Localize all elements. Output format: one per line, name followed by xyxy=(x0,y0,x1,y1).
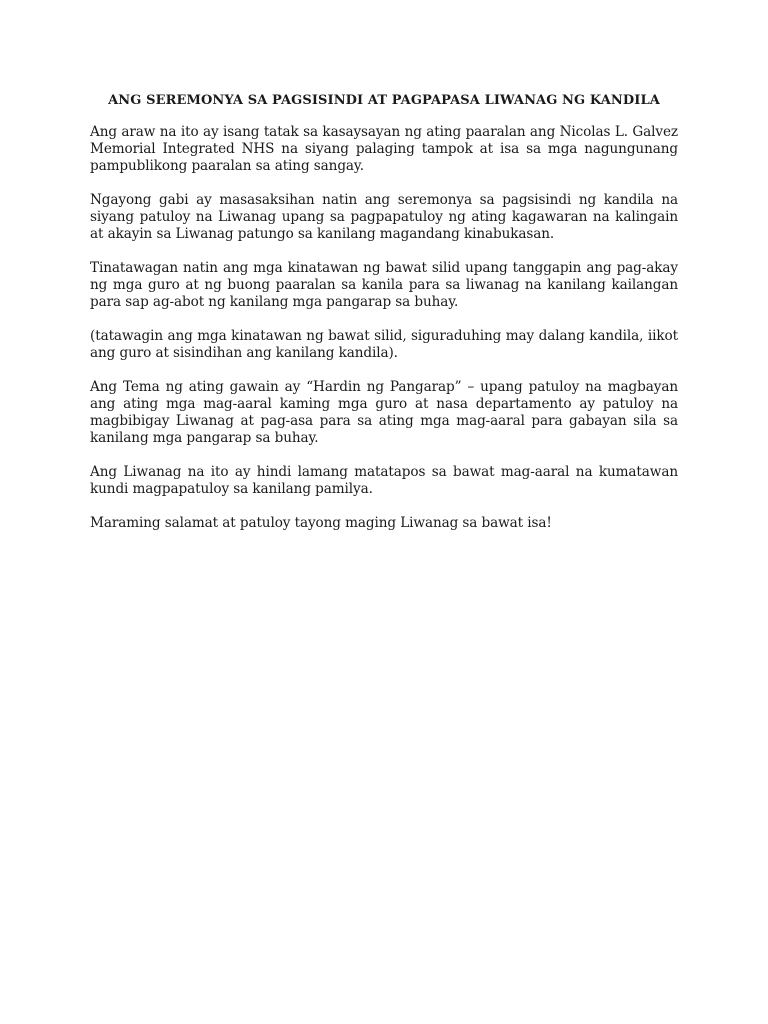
paragraph-intro: Ang araw na ito ay isang tatak sa kasaysayan ng ating paaralan ang Nicolas L. Galvez Memorial Integrated NHS na siyang palaging tampok at isa sa mga nagungunang pampublikong paaralan sa ating sangay. xyxy=(90,124,678,174)
document-title: ANG SEREMONYA SA PAGSISINDI AT PAGPAPASA LIWANAG NG KANDILA xyxy=(108,93,660,108)
document-page xyxy=(90,92,678,549)
paragraph-instruction-note: (tatawagin ang mga kinatawan ng bawat silid, siguraduhing may dalang kandila, iikot ang guro at sisindihan ang kanilang kandila). xyxy=(90,328,678,361)
paragraph-call-representatives: Tinatawagan natin ang mga kinatawan ng bawat silid upang tanggapin ang pag-akay ng mga guro at ng buong paaralan sa kanila para sa liwanag na kanilang kailangan para sap ag-abot ng kanilang mga pangarap sa buhay. xyxy=(90,260,678,310)
paragraph-continuation: Ang Liwanag na ito ay hindi lamang matatapos sa bawat mag-aaral na kumatawan kundi magpapatuloy sa kanilang pamilya. xyxy=(90,464,678,497)
paragraph-closing: Maraming salamat at patuloy tayong maging Liwanag sa bawat isa! xyxy=(90,515,552,531)
paragraph-theme: Ang Tema ng ating gawain ay “Hardin ng Pangarap” – upang patuloy na magbayan ang ating mga mag-aaral kaming mga guro at nasa departamento ay patuloy na magbibigay Liwanag at pag-asa para sa ating mga mag-aaral para gabayan sila sa kanilang mga pangarap sa buhay. xyxy=(90,379,678,446)
paragraph-ceremony: Ngayong gabi ay masasaksihan natin ang seremonya sa pagsisindi ng kandila na siyang patuloy na Liwanag upang sa pagpapatuloy ng ating kagawaran na kalingain at akayin sa Liwanag patungo sa kanilang magandang kinabukasan. xyxy=(90,192,678,242)
